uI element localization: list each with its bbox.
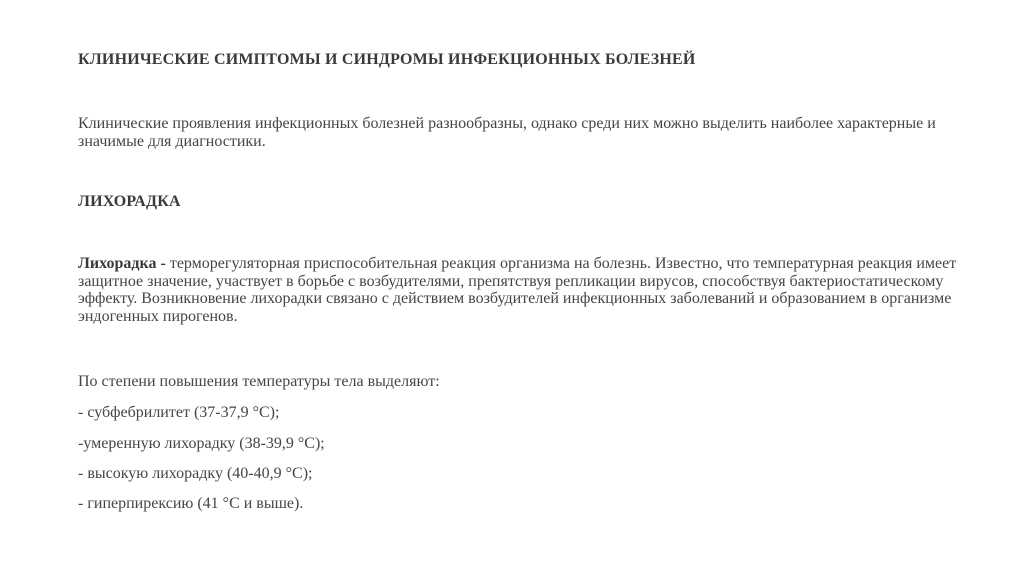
list-item: - высокую лихорадку (40-40,9 °С); — [78, 465, 313, 482]
fever-definition-text: терморегуляторная приспособительная реакция организма на болезнь. Известно, что температурная реакция имеет защитное значение, участвует в борьбе с возбудителями, препятствуя репликации вирусов, способствуя бактериостатическому эффекту. Возникновение лихорадки связано с действием возбудителей инфекционных заболеваний и образованием в организме эндогенных пирогенов. — [78, 255, 957, 325]
fever-definition-paragraph — [78, 255, 958, 325]
list-item: - гиперпирексию (41 °С и выше). — [78, 495, 304, 512]
section-heading: ЛИХОРАДКА — [78, 193, 181, 210]
intro-paragraph: Клинические проявления инфекционных болезней разнообразны, однако среди них можно выделить наиболее характерные и значимые для диагностики. — [78, 115, 936, 150]
classification-lead: По степени повышения температуры тела выделяют: — [78, 373, 440, 390]
fever-term: Лихорадка - — [78, 255, 166, 272]
list-item: - субфебрилитет (37-37,9 °С); — [78, 404, 280, 421]
list-item: -умеренную лихорадку (38-39,9 °С); — [78, 435, 325, 452]
page-title: КЛИНИЧЕСКИЕ СИМПТОМЫ И СИНДРОМЫ ИНФЕКЦИОННЫХ БОЛЕЗНЕЙ — [78, 51, 696, 68]
